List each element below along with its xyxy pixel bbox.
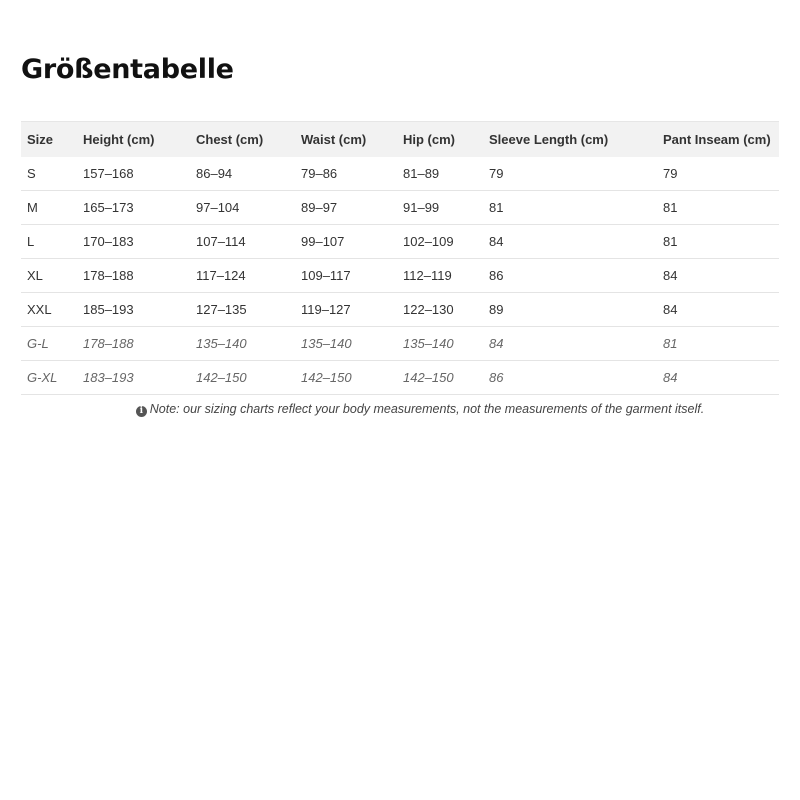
cell-chest: 86–94 [190,157,295,191]
table-row [21,327,779,361]
cell-size: G-XL [21,361,77,395]
cell-sleeve-length: 81 [483,191,657,225]
column-header-size: Size [21,122,77,158]
cell-height: 178–188 [77,327,190,361]
cell-sleeve-length: 89 [483,293,657,327]
cell-pant-inseam: 81 [657,327,779,361]
cell-waist: 89–97 [295,191,397,225]
cell-hip: 112–119 [397,259,483,293]
cell-chest: 135–140 [190,327,295,361]
cell-pant-inseam: 84 [657,293,779,327]
cell-height: 165–173 [77,191,190,225]
page-title: Größentabelle [21,54,234,85]
cell-sleeve-length: 79 [483,157,657,191]
cell-chest: 127–135 [190,293,295,327]
cell-height: 170–183 [77,225,190,259]
table-row [21,293,779,327]
cell-hip: 122–130 [397,293,483,327]
cell-pant-inseam: 79 [657,157,779,191]
table-row [21,259,779,293]
info-icon: i [136,406,147,417]
cell-size: XXL [21,293,77,327]
sizing-note [0,402,800,417]
cell-pant-inseam: 81 [657,225,779,259]
cell-size: S [21,157,77,191]
table-body [21,157,779,395]
cell-size: G-L [21,327,77,361]
cell-waist: 119–127 [295,293,397,327]
sizing-note-text: Note: our sizing charts reflect your body measurements, not the measurements of the garment itself. [149,402,705,416]
cell-chest: 97–104 [190,191,295,225]
cell-hip: 81–89 [397,157,483,191]
cell-chest: 107–114 [190,225,295,259]
cell-chest: 117–124 [190,259,295,293]
cell-chest: 142–150 [190,361,295,395]
cell-size: XL [21,259,77,293]
cell-sleeve-length: 86 [483,259,657,293]
cell-pant-inseam: 84 [657,361,779,395]
column-header-waist: Waist (cm) [295,122,397,158]
cell-pant-inseam: 84 [657,259,779,293]
table-row [21,157,779,191]
cell-waist: 142–150 [295,361,397,395]
cell-hip: 102–109 [397,225,483,259]
cell-size: L [21,225,77,259]
cell-sleeve-length: 84 [483,225,657,259]
cell-height: 185–193 [77,293,190,327]
column-header-height: Height (cm) [77,122,190,158]
cell-waist: 109–117 [295,259,397,293]
column-header-chest: Chest (cm) [190,122,295,158]
cell-waist: 135–140 [295,327,397,361]
cell-pant-inseam: 81 [657,191,779,225]
cell-waist: 99–107 [295,225,397,259]
cell-waist: 79–86 [295,157,397,191]
cell-height: 183–193 [77,361,190,395]
column-header-sleeve-length: Sleeve Length (cm) [483,122,657,158]
cell-hip: 142–150 [397,361,483,395]
cell-sleeve-length: 84 [483,327,657,361]
cell-height: 178–188 [77,259,190,293]
column-header-hip: Hip (cm) [397,122,483,158]
cell-hip: 91–99 [397,191,483,225]
header-row [21,122,779,158]
cell-size: M [21,191,77,225]
column-header-pant-inseam: Pant Inseam (cm) [657,122,779,158]
cell-hip: 135–140 [397,327,483,361]
table-header [21,122,779,158]
size-chart-table [21,121,779,395]
table-row [21,225,779,259]
cell-sleeve-length: 86 [483,361,657,395]
table-row [21,361,779,395]
cell-height: 157–168 [77,157,190,191]
table-row [21,191,779,225]
